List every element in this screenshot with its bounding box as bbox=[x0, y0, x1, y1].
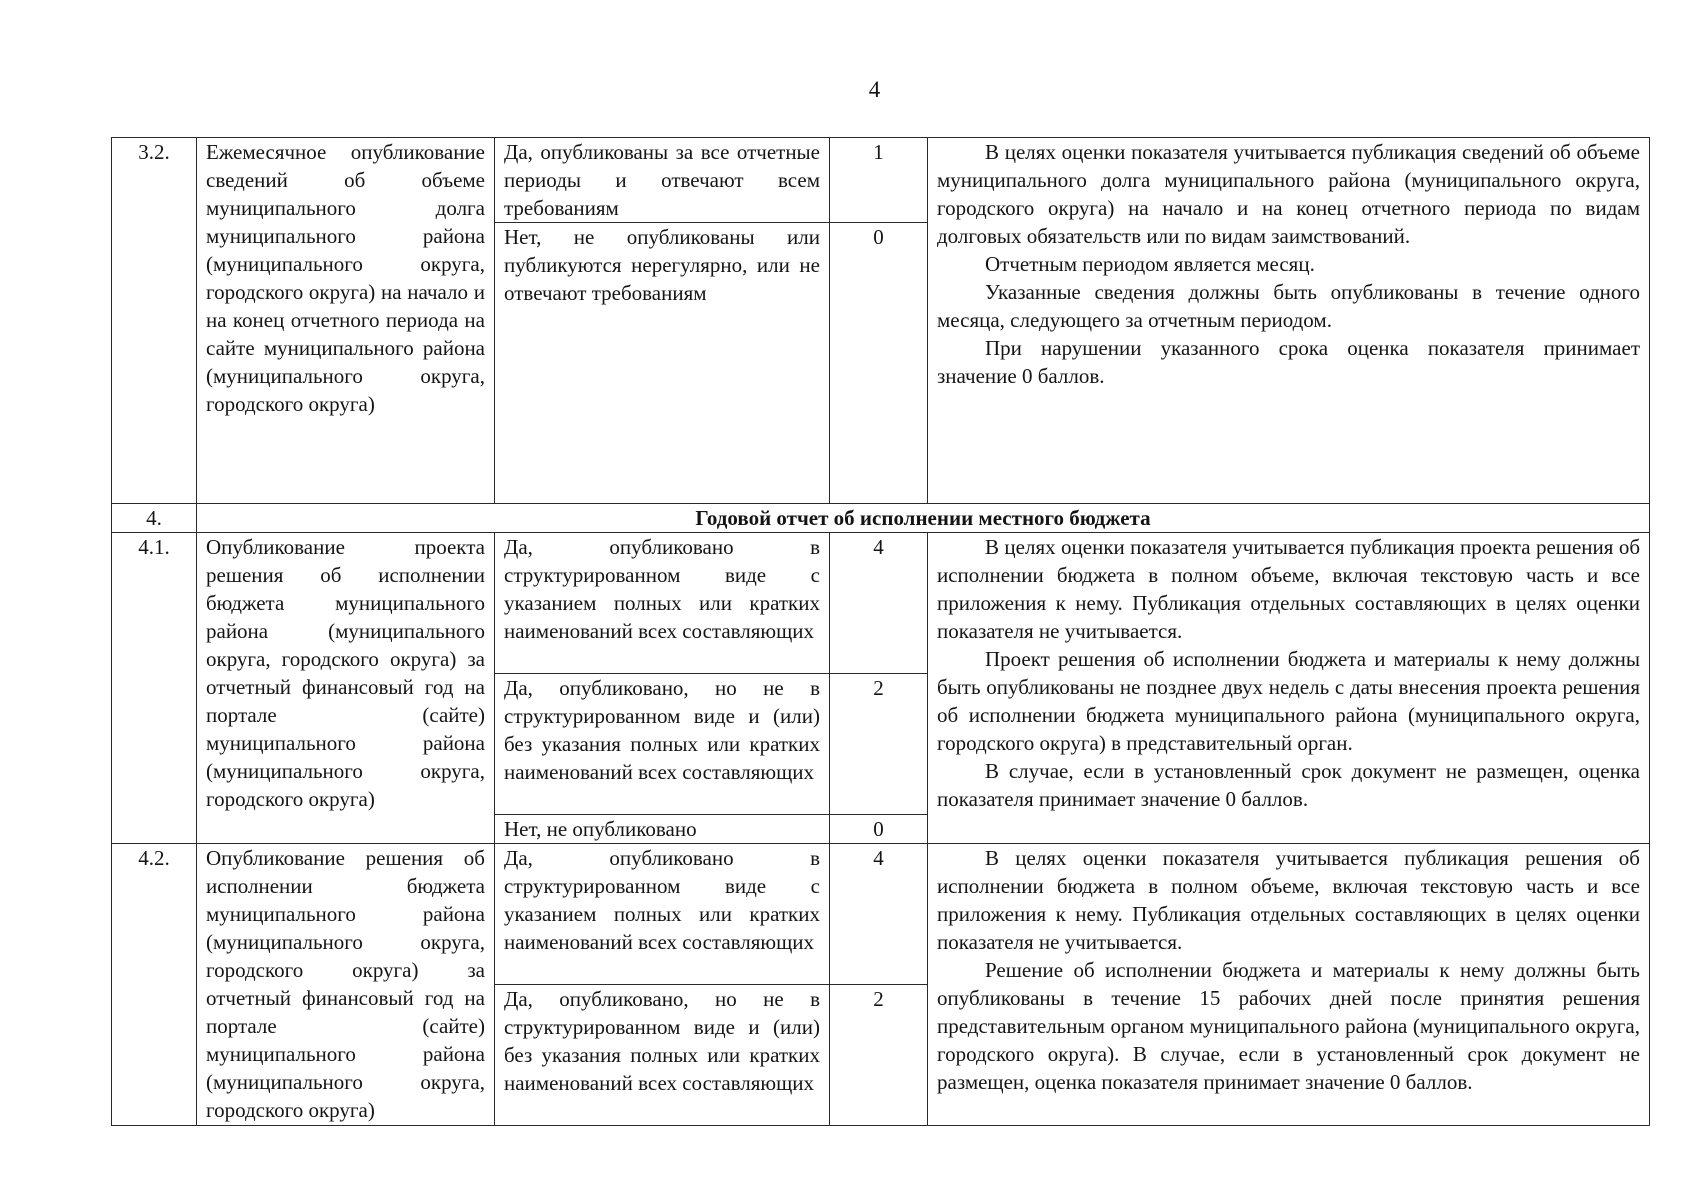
row-number: 3.2. bbox=[112, 138, 197, 504]
evaluation-table bbox=[111, 137, 1650, 1126]
score-cell: 0 bbox=[830, 815, 928, 844]
indicator-cell: Опубликование решения об исполнении бюджета муниципального района (муниципального округа, городского округа) за отчетный финансовый год на портале (сайте) муниципального района (муниципального округа, городского округа) bbox=[197, 844, 495, 1126]
criterion-cell: Нет, не опубликовано bbox=[495, 815, 830, 844]
comment-paragraph: Проект решения об исполнении бюджета и материалы к нему должны быть опубликованы не позднее двух недель с даты внесения проекта решения об исполнении бюджета муниципального района (муниципального округа, городского округа) в представительный орган. bbox=[937, 647, 1640, 755]
comment-paragraph: Решение об исполнении бюджета и материалы к нему должны быть опубликованы в течение 15 рабочих дней после принятия решения представительным органом муниципального района (муниципального округа, городского округа). В случае, если в установленный срок документ не размещен, оценка показателя принимает значение 0 баллов. bbox=[937, 958, 1640, 1094]
section-row bbox=[112, 504, 1650, 533]
score-cell: 2 bbox=[830, 985, 928, 1126]
comment-cell bbox=[928, 533, 1650, 844]
score-cell: 0 bbox=[830, 223, 928, 504]
section-number: 4. bbox=[112, 504, 197, 533]
comment-paragraph: В целях оценки показателя учитывается публикация сведений об объеме муниципального долга муниципального района (муниципального округа, городского округа) на начало и на конец отчетного периода по видам долговых обязательств или по видам заимствований. bbox=[937, 140, 1640, 248]
row-number: 4.1. bbox=[112, 533, 197, 844]
indicator-cell: Опубликование проекта решения об исполнении бюджета муниципального района (муниципального округа, городского округа) за отчетный финансовый год на портале (сайте) муниципального района (муниципального округа, городского округа) bbox=[197, 533, 495, 844]
row-number: 4.2. bbox=[112, 844, 197, 1126]
comment-paragraph: В целях оценки показателя учитывается публикация проекта решения об исполнении бюджета в полном объеме, включая текстовую часть и все приложения к нему. Публикация отдельных составляющих в целях оценки показателя не учитывается. bbox=[937, 535, 1640, 643]
criterion-cell: Нет, не опубликованы или публикуются нерегулярно, или не отвечают требованиям bbox=[495, 223, 830, 504]
criterion-cell: Да, опубликовано в структурированном виде с указанием полных или кратких наименований всех составляющих bbox=[495, 533, 830, 674]
comment-paragraph: Указанные сведения должны быть опубликованы в течение одного месяца, следующего за отчетным периодом. bbox=[937, 280, 1640, 332]
comment-paragraph: Отчетным периодом является месяц. bbox=[985, 252, 1315, 276]
comment-paragraph: При нарушении указанного срока оценка показателя принимает значение 0 баллов. bbox=[937, 336, 1640, 388]
score-cell: 1 bbox=[830, 138, 928, 223]
table-row bbox=[112, 533, 1650, 674]
comment-cell bbox=[928, 138, 1650, 504]
comment-paragraph: В случае, если в установленный срок документ не размещен, оценка показателя принимает значение 0 баллов. bbox=[937, 759, 1640, 811]
table-row bbox=[112, 844, 1650, 985]
score-cell: 2 bbox=[830, 674, 928, 815]
score-cell: 4 bbox=[830, 844, 928, 985]
section-title: Годовой отчет об исполнении местного бюджета bbox=[197, 504, 1650, 533]
indicator-cell: Ежемесячное опубликование сведений об объеме муниципального долга муниципального района (муниципального округа, городского округа) на начало и на конец отчетного периода на сайте муниципального района (муниципального округа, городского округа) bbox=[197, 138, 495, 504]
page-number: 4 bbox=[868, 77, 881, 102]
table-row bbox=[112, 138, 1650, 223]
criterion-cell: Да, опубликованы за все отчетные периоды и отвечают всем требованиям bbox=[495, 138, 830, 223]
comment-cell bbox=[928, 844, 1650, 1126]
comment-paragraph: В целях оценки показателя учитывается публикация решения об исполнении бюджета в полном объеме, включая текстовую часть и все приложения к нему. Публикация отдельных составляющих в целях оценки показателя не учитывается. bbox=[937, 846, 1640, 954]
score-cell: 4 bbox=[830, 533, 928, 674]
criterion-cell: Да, опубликовано, но не в структурированном виде и (или) без указания полных или кратких наименований всех составляющих bbox=[495, 674, 830, 815]
criterion-cell: Да, опубликовано в структурированном виде с указанием полных или кратких наименований всех составляющих bbox=[495, 844, 830, 985]
criterion-cell: Да, опубликовано, но не в структурированном виде и (или) без указания полных или кратких наименований всех составляющих bbox=[495, 985, 830, 1126]
